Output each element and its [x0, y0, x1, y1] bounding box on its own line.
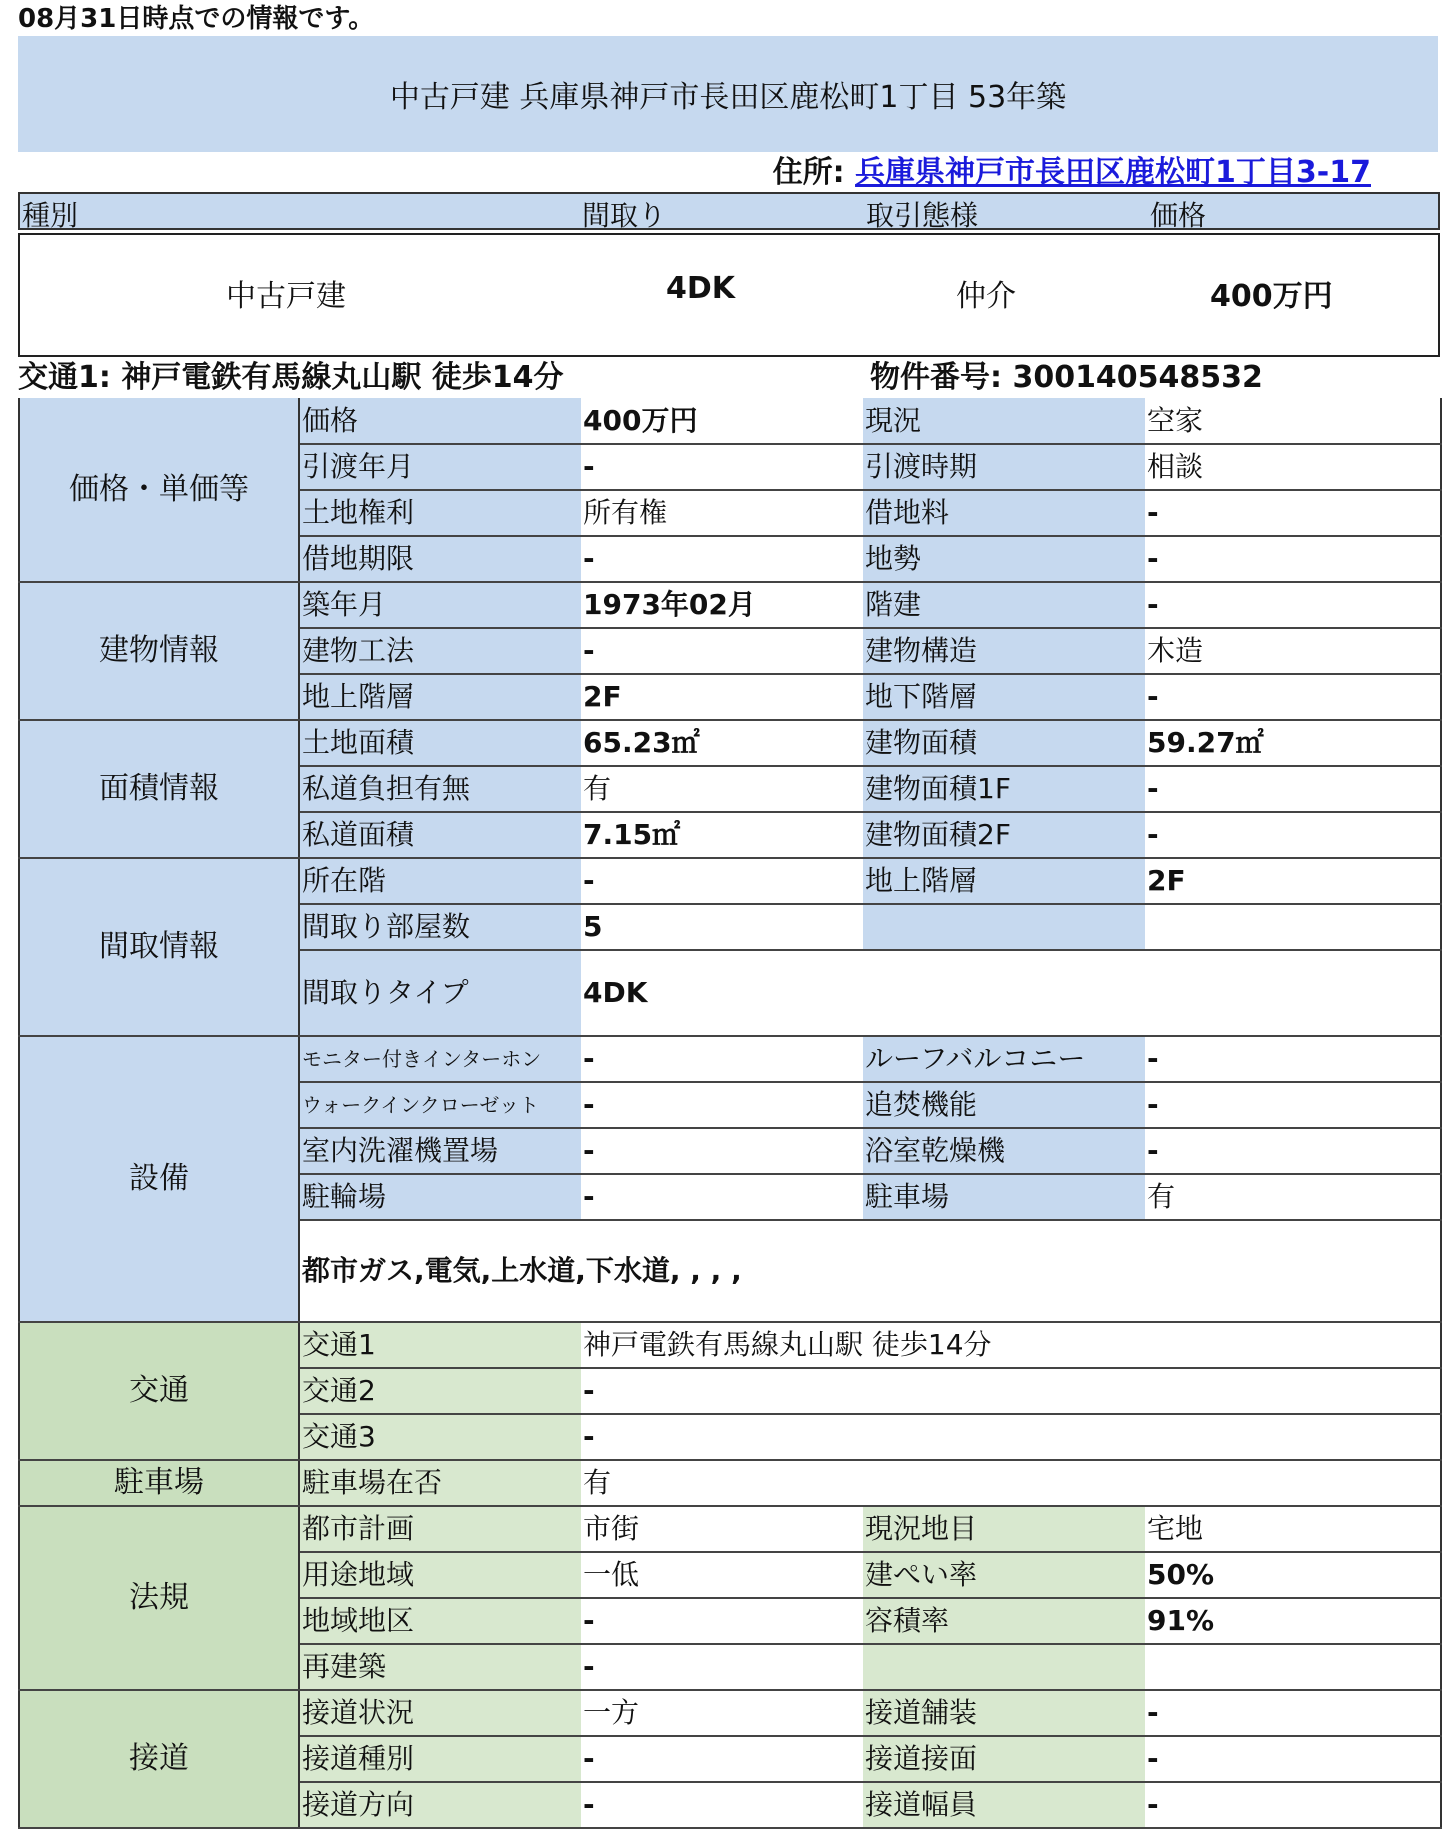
- table-cell: [1145, 1644, 1441, 1690]
- table-cell: -: [1145, 812, 1441, 858]
- table-cell: 私道面積: [299, 812, 581, 858]
- table-cell: 駐車場在否: [299, 1460, 581, 1506]
- table-cell: -: [1145, 582, 1441, 628]
- table-cell: 宅地: [1145, 1506, 1441, 1552]
- table-cell: 地域地区: [299, 1598, 581, 1644]
- table-cell: 容積率: [863, 1598, 1145, 1644]
- table-cell: -: [581, 1598, 863, 1644]
- address-label: 住所:: [772, 155, 845, 190]
- table-cell: 5: [581, 904, 863, 950]
- table-cell: 接道状況: [299, 1690, 581, 1736]
- table-cell: 室内洗濯機置場: [299, 1128, 581, 1174]
- table-cell: 接道幅員: [863, 1782, 1145, 1828]
- table-cell: 1973年02月: [581, 582, 863, 628]
- table-cell: 地下階層: [863, 674, 1145, 720]
- table-cell: -: [581, 1782, 863, 1828]
- table-cell: ルーフバルコニー: [863, 1036, 1145, 1082]
- table-cell: -: [581, 1644, 863, 1690]
- table-cell: -: [1145, 766, 1441, 812]
- summary-layout: 4DK: [666, 271, 736, 306]
- table-cell: 階建: [863, 582, 1145, 628]
- table-row: [19, 582, 1441, 628]
- table-row: [19, 398, 1441, 444]
- page-title: 中古戸建 兵庫県神戸市長田区鹿松町1丁目 53年築: [18, 36, 1438, 152]
- table-cell: 交通2: [299, 1368, 581, 1414]
- section-building: 建物情報: [19, 582, 299, 720]
- table-cell: 有: [581, 1460, 1441, 1506]
- table-cell: 木造: [1145, 628, 1441, 674]
- table-cell: 借地料: [863, 490, 1145, 536]
- table-cell: 建物面積: [863, 720, 1145, 766]
- utilities-note: 都市ガス,電気,上水道,下水道, , , ,: [299, 1220, 1441, 1322]
- table-cell: 有: [581, 766, 863, 812]
- table-cell: 駐車場: [863, 1174, 1145, 1220]
- summary-type: 中古戸建: [226, 279, 346, 314]
- table-cell: 400万円: [581, 398, 863, 444]
- table-cell: 私道負担有無: [299, 766, 581, 812]
- table-cell: 都市計画: [299, 1506, 581, 1552]
- table-cell: ウォークインクローゼット: [299, 1082, 581, 1128]
- table-cell: 神戸電鉄有馬線丸山駅 徒歩14分: [581, 1322, 1441, 1368]
- table-cell: -: [581, 1174, 863, 1220]
- table-cell: 建物構造: [863, 628, 1145, 674]
- section-equipment: 設備: [19, 1036, 299, 1322]
- address-line: [773, 152, 1371, 194]
- table-cell: 現況: [863, 398, 1145, 444]
- table-cell: 2F: [1145, 858, 1441, 904]
- table-cell: 駐輪場: [299, 1174, 581, 1220]
- table-cell: -: [581, 628, 863, 674]
- table-cell: -: [1145, 1036, 1441, 1082]
- table-cell: 所有権: [581, 490, 863, 536]
- table-cell: モニター付きインターホン: [299, 1036, 581, 1082]
- property-number: 物件番号: 300140548532: [870, 360, 1263, 395]
- table-cell: -: [581, 536, 863, 582]
- table-cell: 91%: [1145, 1598, 1441, 1644]
- as-of-date: 08月31日時点での情報です。: [18, 4, 375, 34]
- table-cell: [1145, 904, 1441, 950]
- table-cell: 相談: [1145, 444, 1441, 490]
- table-cell: -: [1145, 1782, 1441, 1828]
- table-cell: 浴室乾燥機: [863, 1128, 1145, 1174]
- table-cell: 空家: [1145, 398, 1441, 444]
- section-area: 面積情報: [19, 720, 299, 858]
- table-cell: 間取り部屋数: [299, 904, 581, 950]
- table-cell: 一低: [581, 1552, 863, 1598]
- summary-header-transaction: 取引態様: [866, 199, 979, 232]
- table-row: [19, 1460, 1441, 1506]
- table-row: [19, 1322, 1441, 1368]
- table-cell: 4DK: [581, 950, 863, 1036]
- table-cell: 建物面積1F: [863, 766, 1145, 812]
- table-cell: -: [581, 1036, 863, 1082]
- table-cell: -: [581, 1736, 863, 1782]
- table-cell: 7.15㎡: [581, 812, 863, 858]
- table-cell: 追焚機能: [863, 1082, 1145, 1128]
- section-layout: 間取情報: [19, 858, 299, 1036]
- table-row: [19, 1506, 1441, 1552]
- table-cell: 地勢: [863, 536, 1145, 582]
- table-cell: -: [1145, 1736, 1441, 1782]
- table-row: [19, 1690, 1441, 1736]
- table-cell: 価格: [299, 398, 581, 444]
- section-transport: 交通: [19, 1322, 299, 1460]
- table-cell: -: [581, 858, 863, 904]
- table-cell: 59.27㎡: [1145, 720, 1441, 766]
- table-cell: 間取りタイプ: [299, 950, 581, 1036]
- table-cell: 土地権利: [299, 490, 581, 536]
- section-price: 価格・単価等: [19, 398, 299, 582]
- table-cell: -: [581, 444, 863, 490]
- summary-values: [18, 233, 1440, 357]
- table-cell: 現況地目: [863, 1506, 1145, 1552]
- table-cell: 接道方向: [299, 1782, 581, 1828]
- section-parking: 駐車場: [19, 1460, 299, 1506]
- table-cell: 建物工法: [299, 628, 581, 674]
- table-cell: 50%: [1145, 1552, 1441, 1598]
- table-cell: 用途地域: [299, 1552, 581, 1598]
- table-cell: -: [581, 1368, 1441, 1414]
- summary-header: [18, 192, 1440, 230]
- table-cell: 交通3: [299, 1414, 581, 1460]
- table-cell: 接道舗装: [863, 1690, 1145, 1736]
- table-cell: -: [581, 1414, 1441, 1460]
- table-cell: 土地面積: [299, 720, 581, 766]
- table-cell: -: [1145, 1690, 1441, 1736]
- table-cell: 交通1: [299, 1322, 581, 1368]
- table-cell: 築年月: [299, 582, 581, 628]
- table-cell: 接道接面: [863, 1736, 1145, 1782]
- table-cell: 有: [1145, 1174, 1441, 1220]
- table-cell: 引渡時期: [863, 444, 1145, 490]
- table-cell: 借地期限: [299, 536, 581, 582]
- address-link[interactable]: 兵庫県神戸市長田区鹿松町1丁目3-17: [855, 155, 1371, 190]
- table-cell: 一方: [581, 1690, 863, 1736]
- table-cell: -: [1145, 1128, 1441, 1174]
- table-cell: -: [581, 1082, 863, 1128]
- table-cell: 引渡年月: [299, 444, 581, 490]
- table-cell: -: [1145, 490, 1441, 536]
- table-cell: 市街: [581, 1506, 863, 1552]
- table-cell: -: [1145, 536, 1441, 582]
- table-cell: 地上階層: [863, 858, 1145, 904]
- table-cell: -: [1145, 1082, 1441, 1128]
- table-cell: [863, 904, 1145, 950]
- summary-price: 400万円: [1210, 279, 1333, 314]
- table-cell: 所在階: [299, 858, 581, 904]
- table-cell: 地上階層: [299, 674, 581, 720]
- table-cell: [863, 950, 1441, 1036]
- table-cell: 接道種別: [299, 1736, 581, 1782]
- table-cell: -: [581, 1128, 863, 1174]
- table-cell: -: [1145, 674, 1441, 720]
- summary-header-type: 種別: [22, 199, 79, 232]
- spec-table: [18, 398, 1442, 1829]
- summary-header-layout: 間取り: [582, 199, 667, 232]
- summary-transaction: 仲介: [956, 279, 1016, 314]
- summary-header-price: 価格: [1150, 199, 1207, 232]
- section-road: 接道: [19, 1690, 299, 1828]
- section-law: 法規: [19, 1506, 299, 1690]
- table-cell: 2F: [581, 674, 863, 720]
- table-row: [19, 1036, 1441, 1082]
- table-cell: 建ぺい率: [863, 1552, 1145, 1598]
- table-row: [19, 720, 1441, 766]
- table-cell: 65.23㎡: [581, 720, 863, 766]
- table-row: [19, 858, 1441, 904]
- transport-summary: 交通1: 神戸電鉄有馬線丸山駅 徒歩14分: [18, 360, 564, 395]
- table-cell: 建物面積2F: [863, 812, 1145, 858]
- table-cell: 再建築: [299, 1644, 581, 1690]
- table-cell: [863, 1644, 1145, 1690]
